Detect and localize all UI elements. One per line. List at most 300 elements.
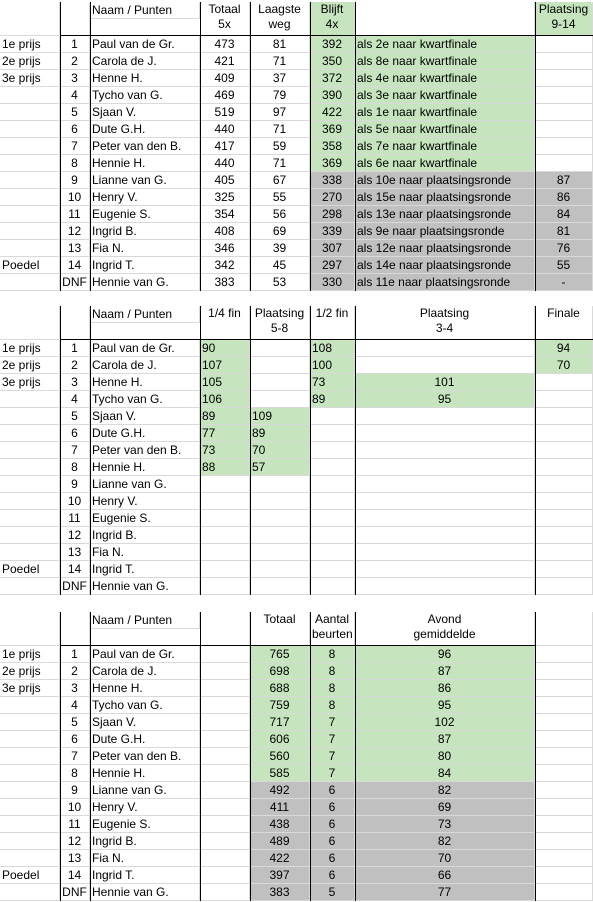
total-cell[interactable]: 440: [200, 155, 250, 172]
placement-cell[interactable]: [535, 121, 593, 138]
rank-cell[interactable]: 8: [60, 459, 90, 476]
player-name[interactable]: Peter van den B.: [90, 138, 200, 155]
total-cell[interactable]: 421: [200, 53, 250, 70]
blank-cell[interactable]: [200, 867, 250, 884]
placement-3-4-cell[interactable]: [355, 408, 535, 425]
placement-3-4-cell[interactable]: 95: [355, 391, 535, 408]
quarterfinal-cell[interactable]: 106: [200, 391, 250, 408]
total-cell[interactable]: 765: [250, 646, 310, 663]
rank-cell[interactable]: DNF: [60, 578, 90, 595]
blank-cell[interactable]: [0, 612, 60, 646]
total-cell[interactable]: 408: [200, 223, 250, 240]
rank-cell[interactable]: 3: [60, 374, 90, 391]
t2-header-final[interactable]: Finale: [535, 306, 593, 340]
prize-label[interactable]: [0, 850, 60, 867]
final-cell[interactable]: [535, 578, 593, 595]
rank-cell[interactable]: 13: [60, 240, 90, 257]
rank-cell[interactable]: 7: [60, 442, 90, 459]
prize-label[interactable]: [0, 510, 60, 527]
rank-cell[interactable]: 3: [60, 680, 90, 697]
stays-cell[interactable]: 390: [310, 87, 355, 104]
blank-cell[interactable]: [200, 731, 250, 748]
player-name[interactable]: Henry V.: [90, 189, 200, 206]
t2-header-placement-3-4[interactable]: [355, 306, 535, 340]
player-name[interactable]: Ingrid T.: [90, 867, 200, 884]
blank-cell[interactable]: [200, 697, 250, 714]
prize-label[interactable]: [0, 833, 60, 850]
semifinal-cell[interactable]: [310, 527, 355, 544]
placement-5-8-cell[interactable]: 70: [250, 442, 310, 459]
quarterfinal-cell[interactable]: 105: [200, 374, 250, 391]
rank-cell[interactable]: 6: [60, 121, 90, 138]
lowest-cell[interactable]: 79: [250, 87, 310, 104]
blank-cell[interactable]: [535, 799, 593, 816]
total-cell[interactable]: 606: [250, 731, 310, 748]
advance-note[interactable]: als 6e naar kwartfinale: [355, 155, 535, 172]
prize-label[interactable]: [0, 782, 60, 799]
blank-cell[interactable]: [200, 884, 250, 901]
player-name[interactable]: Fia N.: [90, 850, 200, 867]
placement-cell[interactable]: [535, 138, 593, 155]
lowest-cell[interactable]: 56: [250, 206, 310, 223]
player-name[interactable]: Paul van de Gr.: [90, 646, 200, 663]
placement-cell[interactable]: [535, 87, 593, 104]
placement-cell[interactable]: -: [535, 274, 593, 291]
rank-cell[interactable]: 1: [60, 646, 90, 663]
stays-cell[interactable]: 307: [310, 240, 355, 257]
turns-cell[interactable]: 6: [310, 867, 355, 884]
blank-cell[interactable]: [535, 714, 593, 731]
blank-cell[interactable]: [60, 612, 90, 646]
turns-cell[interactable]: 5: [310, 884, 355, 901]
average-cell[interactable]: 70: [355, 850, 535, 867]
rank-cell[interactable]: 2: [60, 357, 90, 374]
turns-cell[interactable]: 8: [310, 697, 355, 714]
quarterfinal-cell[interactable]: [200, 578, 250, 595]
quarterfinal-cell[interactable]: [200, 527, 250, 544]
prize-label[interactable]: [0, 274, 60, 291]
placement-5-8-cell[interactable]: [250, 527, 310, 544]
player-name[interactable]: Hennie H.: [90, 459, 200, 476]
placement-cell[interactable]: 86: [535, 189, 593, 206]
rank-cell[interactable]: 4: [60, 391, 90, 408]
rank-cell[interactable]: 1: [60, 340, 90, 357]
blank-cell[interactable]: [535, 833, 593, 850]
placement-3-4-cell[interactable]: [355, 442, 535, 459]
blank-cell[interactable]: [355, 2, 535, 36]
placement-3-4-cell[interactable]: [355, 357, 535, 374]
player-name[interactable]: Ingrid B.: [90, 833, 200, 850]
t3-header-name[interactable]: Naam / Punten: [90, 612, 200, 629]
lowest-cell[interactable]: 53: [250, 274, 310, 291]
blank-cell[interactable]: [200, 782, 250, 799]
player-name[interactable]: Hennie H.: [90, 765, 200, 782]
average-cell[interactable]: 69: [355, 799, 535, 816]
rank-cell[interactable]: 11: [60, 510, 90, 527]
rank-cell[interactable]: 8: [60, 765, 90, 782]
final-cell[interactable]: [535, 527, 593, 544]
advance-note[interactable]: als 9e naar plaatsingsronde: [355, 223, 535, 240]
t1-header-lowest[interactable]: [250, 2, 310, 36]
total-cell[interactable]: 519: [200, 104, 250, 121]
stays-cell[interactable]: 338: [310, 172, 355, 189]
semifinal-cell[interactable]: [310, 544, 355, 561]
advance-note[interactable]: als 10e naar plaatsingsronde: [355, 172, 535, 189]
rank-cell[interactable]: 9: [60, 782, 90, 799]
placement-5-8-cell[interactable]: [250, 561, 310, 578]
final-cell[interactable]: [535, 425, 593, 442]
placement-3-4-cell[interactable]: [355, 544, 535, 561]
stays-cell[interactable]: 358: [310, 138, 355, 155]
final-cell[interactable]: [535, 476, 593, 493]
advance-note[interactable]: als 1e naar kwartfinale: [355, 104, 535, 121]
blank-cell[interactable]: [200, 799, 250, 816]
quarterfinal-cell[interactable]: [200, 476, 250, 493]
blank-cell[interactable]: [200, 646, 250, 663]
prize-label[interactable]: Poedel: [0, 257, 60, 274]
rank-cell[interactable]: 4: [60, 87, 90, 104]
placement-5-8-cell[interactable]: [250, 391, 310, 408]
placement-5-8-cell[interactable]: 109: [250, 408, 310, 425]
lowest-cell[interactable]: 37: [250, 70, 310, 87]
rank-cell[interactable]: 13: [60, 544, 90, 561]
prize-label[interactable]: [0, 155, 60, 172]
prize-label[interactable]: [0, 799, 60, 816]
t3-header-turns[interactable]: [310, 612, 355, 646]
total-cell[interactable]: 342: [200, 257, 250, 274]
placement-3-4-cell[interactable]: [355, 561, 535, 578]
total-cell[interactable]: 422: [250, 850, 310, 867]
rank-cell[interactable]: 7: [60, 138, 90, 155]
placement-cell[interactable]: 81: [535, 223, 593, 240]
final-cell[interactable]: [535, 459, 593, 476]
total-cell[interactable]: 585: [250, 765, 310, 782]
quarterfinal-cell[interactable]: 90: [200, 340, 250, 357]
placement-cell[interactable]: [535, 155, 593, 172]
total-cell[interactable]: 346: [200, 240, 250, 257]
rank-cell[interactable]: 6: [60, 731, 90, 748]
player-name[interactable]: Ingrid T.: [90, 257, 200, 274]
turns-cell[interactable]: 7: [310, 731, 355, 748]
prize-label[interactable]: [0, 884, 60, 901]
player-name[interactable]: Ingrid B.: [90, 223, 200, 240]
final-cell[interactable]: [535, 408, 593, 425]
player-name[interactable]: Paul van de Gr.: [90, 340, 200, 357]
prize-label[interactable]: [0, 121, 60, 138]
placement-5-8-cell[interactable]: [250, 340, 310, 357]
prize-label[interactable]: [0, 714, 60, 731]
player-name[interactable]: Eugenie S.: [90, 206, 200, 223]
placement-3-4-cell[interactable]: 101: [355, 374, 535, 391]
semifinal-cell[interactable]: [310, 425, 355, 442]
blank-cell[interactable]: [60, 306, 90, 340]
stays-cell[interactable]: 422: [310, 104, 355, 121]
total-cell[interactable]: 411: [250, 799, 310, 816]
t3-header-average[interactable]: [355, 612, 535, 646]
semifinal-cell[interactable]: [310, 408, 355, 425]
player-name[interactable]: Peter van den B.: [90, 442, 200, 459]
semifinal-cell[interactable]: 89: [310, 391, 355, 408]
blank-cell[interactable]: [535, 765, 593, 782]
average-cell[interactable]: 95: [355, 697, 535, 714]
final-cell[interactable]: 70: [535, 357, 593, 374]
turns-cell[interactable]: 7: [310, 714, 355, 731]
lowest-cell[interactable]: 55: [250, 189, 310, 206]
rank-cell[interactable]: 6: [60, 425, 90, 442]
player-name[interactable]: Hennie H.: [90, 155, 200, 172]
placement-3-4-cell[interactable]: [355, 459, 535, 476]
lowest-cell[interactable]: 71: [250, 155, 310, 172]
quarterfinal-cell[interactable]: 89: [200, 408, 250, 425]
player-name[interactable]: Sjaan V.: [90, 408, 200, 425]
total-cell[interactable]: 354: [200, 206, 250, 223]
player-name[interactable]: Hennie van G.: [90, 274, 200, 291]
advance-note[interactable]: als 4e naar kwartfinale: [355, 70, 535, 87]
total-cell[interactable]: 698: [250, 663, 310, 680]
stays-cell[interactable]: 298: [310, 206, 355, 223]
blank-cell[interactable]: [200, 663, 250, 680]
t1-header-placement[interactable]: [535, 2, 593, 36]
t1-header-stays[interactable]: [310, 2, 355, 36]
blank-cell[interactable]: [200, 816, 250, 833]
advance-note[interactable]: als 3e naar kwartfinale: [355, 87, 535, 104]
prize-label[interactable]: [0, 240, 60, 257]
blank-cell[interactable]: [535, 697, 593, 714]
average-cell[interactable]: 77: [355, 884, 535, 901]
player-name[interactable]: Henry V.: [90, 799, 200, 816]
placement-cell[interactable]: 84: [535, 206, 593, 223]
rank-cell[interactable]: 5: [60, 714, 90, 731]
prize-label[interactable]: [0, 731, 60, 748]
prize-label[interactable]: [0, 459, 60, 476]
prize-label[interactable]: [0, 206, 60, 223]
player-name[interactable]: Ingrid T.: [90, 561, 200, 578]
total-cell[interactable]: 397: [250, 867, 310, 884]
turns-cell[interactable]: 7: [310, 765, 355, 782]
blank-cell[interactable]: [535, 646, 593, 663]
total-cell[interactable]: 492: [250, 782, 310, 799]
blank-cell[interactable]: [535, 867, 593, 884]
prize-label[interactable]: Poedel: [0, 561, 60, 578]
player-name[interactable]: Carola de J.: [90, 663, 200, 680]
turns-cell[interactable]: 8: [310, 663, 355, 680]
player-name[interactable]: Tycho van G.: [90, 697, 200, 714]
lowest-cell[interactable]: 69: [250, 223, 310, 240]
lowest-cell[interactable]: 39: [250, 240, 310, 257]
placement-3-4-cell[interactable]: [355, 527, 535, 544]
placement-3-4-cell[interactable]: [355, 340, 535, 357]
t3-header-total[interactable]: Totaal: [250, 612, 310, 646]
placement-cell[interactable]: 76: [535, 240, 593, 257]
stays-cell[interactable]: 330: [310, 274, 355, 291]
average-cell[interactable]: 73: [355, 816, 535, 833]
rank-cell[interactable]: 12: [60, 833, 90, 850]
stays-cell[interactable]: 270: [310, 189, 355, 206]
placement-5-8-cell[interactable]: [250, 493, 310, 510]
prize-label[interactable]: [0, 104, 60, 121]
advance-note[interactable]: als 2e naar kwartfinale: [355, 36, 535, 53]
blank-cell[interactable]: [60, 2, 90, 36]
final-cell[interactable]: [535, 493, 593, 510]
t2-header-name[interactable]: Naam / Punten: [90, 306, 200, 323]
placement-5-8-cell[interactable]: [250, 510, 310, 527]
final-cell[interactable]: [535, 442, 593, 459]
blank-cell[interactable]: [200, 850, 250, 867]
blank-cell[interactable]: [535, 884, 593, 901]
quarterfinal-cell[interactable]: 77: [200, 425, 250, 442]
player-name[interactable]: Dute G.H.: [90, 731, 200, 748]
placement-5-8-cell[interactable]: [250, 476, 310, 493]
rank-cell[interactable]: 5: [60, 408, 90, 425]
prize-label[interactable]: 3e prijs: [0, 680, 60, 697]
prize-label[interactable]: Poedel: [0, 867, 60, 884]
semifinal-cell[interactable]: [310, 578, 355, 595]
lowest-cell[interactable]: 97: [250, 104, 310, 121]
player-name[interactable]: Lianne van G.: [90, 172, 200, 189]
final-cell[interactable]: [535, 510, 593, 527]
average-cell[interactable]: 66: [355, 867, 535, 884]
average-cell[interactable]: 84: [355, 765, 535, 782]
average-cell[interactable]: 82: [355, 782, 535, 799]
prize-label[interactable]: 3e prijs: [0, 70, 60, 87]
blank-cell[interactable]: [200, 714, 250, 731]
final-cell[interactable]: [535, 561, 593, 578]
prize-label[interactable]: [0, 408, 60, 425]
player-name[interactable]: Tycho van G.: [90, 87, 200, 104]
rank-cell[interactable]: 12: [60, 527, 90, 544]
average-cell[interactable]: 82: [355, 833, 535, 850]
player-name[interactable]: Fia N.: [90, 544, 200, 561]
total-cell[interactable]: 440: [200, 121, 250, 138]
player-name[interactable]: Dute G.H.: [90, 121, 200, 138]
prize-label[interactable]: [0, 172, 60, 189]
blank-cell[interactable]: [200, 612, 250, 646]
semifinal-cell[interactable]: 108: [310, 340, 355, 357]
quarterfinal-cell[interactable]: [200, 493, 250, 510]
advance-note[interactable]: als 15e naar plaatsingsronde: [355, 189, 535, 206]
lowest-cell[interactable]: 67: [250, 172, 310, 189]
average-cell[interactable]: 102: [355, 714, 535, 731]
total-cell[interactable]: 383: [200, 274, 250, 291]
rank-cell[interactable]: 4: [60, 697, 90, 714]
lowest-cell[interactable]: 59: [250, 138, 310, 155]
rank-cell[interactable]: 13: [60, 850, 90, 867]
semifinal-cell[interactable]: 73: [310, 374, 355, 391]
placement-3-4-cell[interactable]: [355, 493, 535, 510]
player-name[interactable]: Lianne van G.: [90, 476, 200, 493]
prize-label[interactable]: [0, 493, 60, 510]
total-cell[interactable]: 438: [250, 816, 310, 833]
blank-cell[interactable]: [535, 731, 593, 748]
total-cell[interactable]: 560: [250, 748, 310, 765]
placement-3-4-cell[interactable]: [355, 425, 535, 442]
semifinal-cell[interactable]: 100: [310, 357, 355, 374]
prize-label[interactable]: 1e prijs: [0, 646, 60, 663]
turns-cell[interactable]: 8: [310, 680, 355, 697]
rank-cell[interactable]: 11: [60, 206, 90, 223]
blank-cell[interactable]: [200, 748, 250, 765]
lowest-cell[interactable]: 71: [250, 53, 310, 70]
prize-label[interactable]: [0, 138, 60, 155]
placement-3-4-cell[interactable]: [355, 476, 535, 493]
prize-label[interactable]: [0, 527, 60, 544]
player-name[interactable]: Paul van de Gr.: [90, 36, 200, 53]
prize-label[interactable]: [0, 816, 60, 833]
average-cell[interactable]: 87: [355, 663, 535, 680]
t2-header-quarterfinal[interactable]: 1/4 fin: [200, 306, 250, 340]
blank-cell[interactable]: [535, 748, 593, 765]
placement-5-8-cell[interactable]: [250, 578, 310, 595]
prize-label[interactable]: 2e prijs: [0, 663, 60, 680]
t1-header-name[interactable]: Naam / Punten: [90, 2, 200, 19]
player-name[interactable]: Henne H.: [90, 374, 200, 391]
total-cell[interactable]: 383: [250, 884, 310, 901]
turns-cell[interactable]: 6: [310, 799, 355, 816]
advance-note[interactable]: als 7e naar kwartfinale: [355, 138, 535, 155]
quarterfinal-cell[interactable]: [200, 561, 250, 578]
blank-cell[interactable]: [200, 680, 250, 697]
placement-5-8-cell[interactable]: [250, 357, 310, 374]
prize-label[interactable]: [0, 391, 60, 408]
prize-label[interactable]: [0, 748, 60, 765]
placement-5-8-cell[interactable]: 89: [250, 425, 310, 442]
final-cell[interactable]: 94: [535, 340, 593, 357]
player-name[interactable]: Fia N.: [90, 240, 200, 257]
rank-cell[interactable]: 12: [60, 223, 90, 240]
turns-cell[interactable]: 6: [310, 833, 355, 850]
quarterfinal-cell[interactable]: 107: [200, 357, 250, 374]
blank-cell[interactable]: [200, 833, 250, 850]
prize-label[interactable]: [0, 442, 60, 459]
rank-cell[interactable]: 10: [60, 493, 90, 510]
placement-3-4-cell[interactable]: [355, 510, 535, 527]
blank-cell[interactable]: [535, 680, 593, 697]
total-cell[interactable]: 405: [200, 172, 250, 189]
turns-cell[interactable]: 6: [310, 850, 355, 867]
advance-note[interactable]: als 12e naar plaatsingsronde: [355, 240, 535, 257]
rank-cell[interactable]: 10: [60, 799, 90, 816]
advance-note[interactable]: als 11e naar plaatsingsronde: [355, 274, 535, 291]
quarterfinal-cell[interactable]: [200, 510, 250, 527]
player-name[interactable]: Sjaan V.: [90, 104, 200, 121]
prize-label[interactable]: 1e prijs: [0, 36, 60, 53]
semifinal-cell[interactable]: [310, 459, 355, 476]
blank-cell[interactable]: [535, 782, 593, 799]
rank-cell[interactable]: 9: [60, 172, 90, 189]
rank-cell[interactable]: DNF: [60, 274, 90, 291]
placement-cell[interactable]: 87: [535, 172, 593, 189]
rank-cell[interactable]: 2: [60, 53, 90, 70]
semifinal-cell[interactable]: [310, 510, 355, 527]
turns-cell[interactable]: 6: [310, 816, 355, 833]
player-name[interactable]: Eugenie S.: [90, 816, 200, 833]
placement-cell[interactable]: [535, 70, 593, 87]
blank-cell[interactable]: [200, 765, 250, 782]
prize-label[interactable]: [0, 578, 60, 595]
player-name[interactable]: Sjaan V.: [90, 714, 200, 731]
rank-cell[interactable]: 7: [60, 748, 90, 765]
rank-cell[interactable]: 5: [60, 104, 90, 121]
prize-label[interactable]: 2e prijs: [0, 357, 60, 374]
stays-cell[interactable]: 369: [310, 121, 355, 138]
stays-cell[interactable]: 297: [310, 257, 355, 274]
prize-label[interactable]: [0, 697, 60, 714]
prize-label[interactable]: [0, 87, 60, 104]
prize-label[interactable]: [0, 476, 60, 493]
rank-cell[interactable]: 14: [60, 561, 90, 578]
player-name[interactable]: Hennie van G.: [90, 884, 200, 901]
placement-cell[interactable]: [535, 36, 593, 53]
